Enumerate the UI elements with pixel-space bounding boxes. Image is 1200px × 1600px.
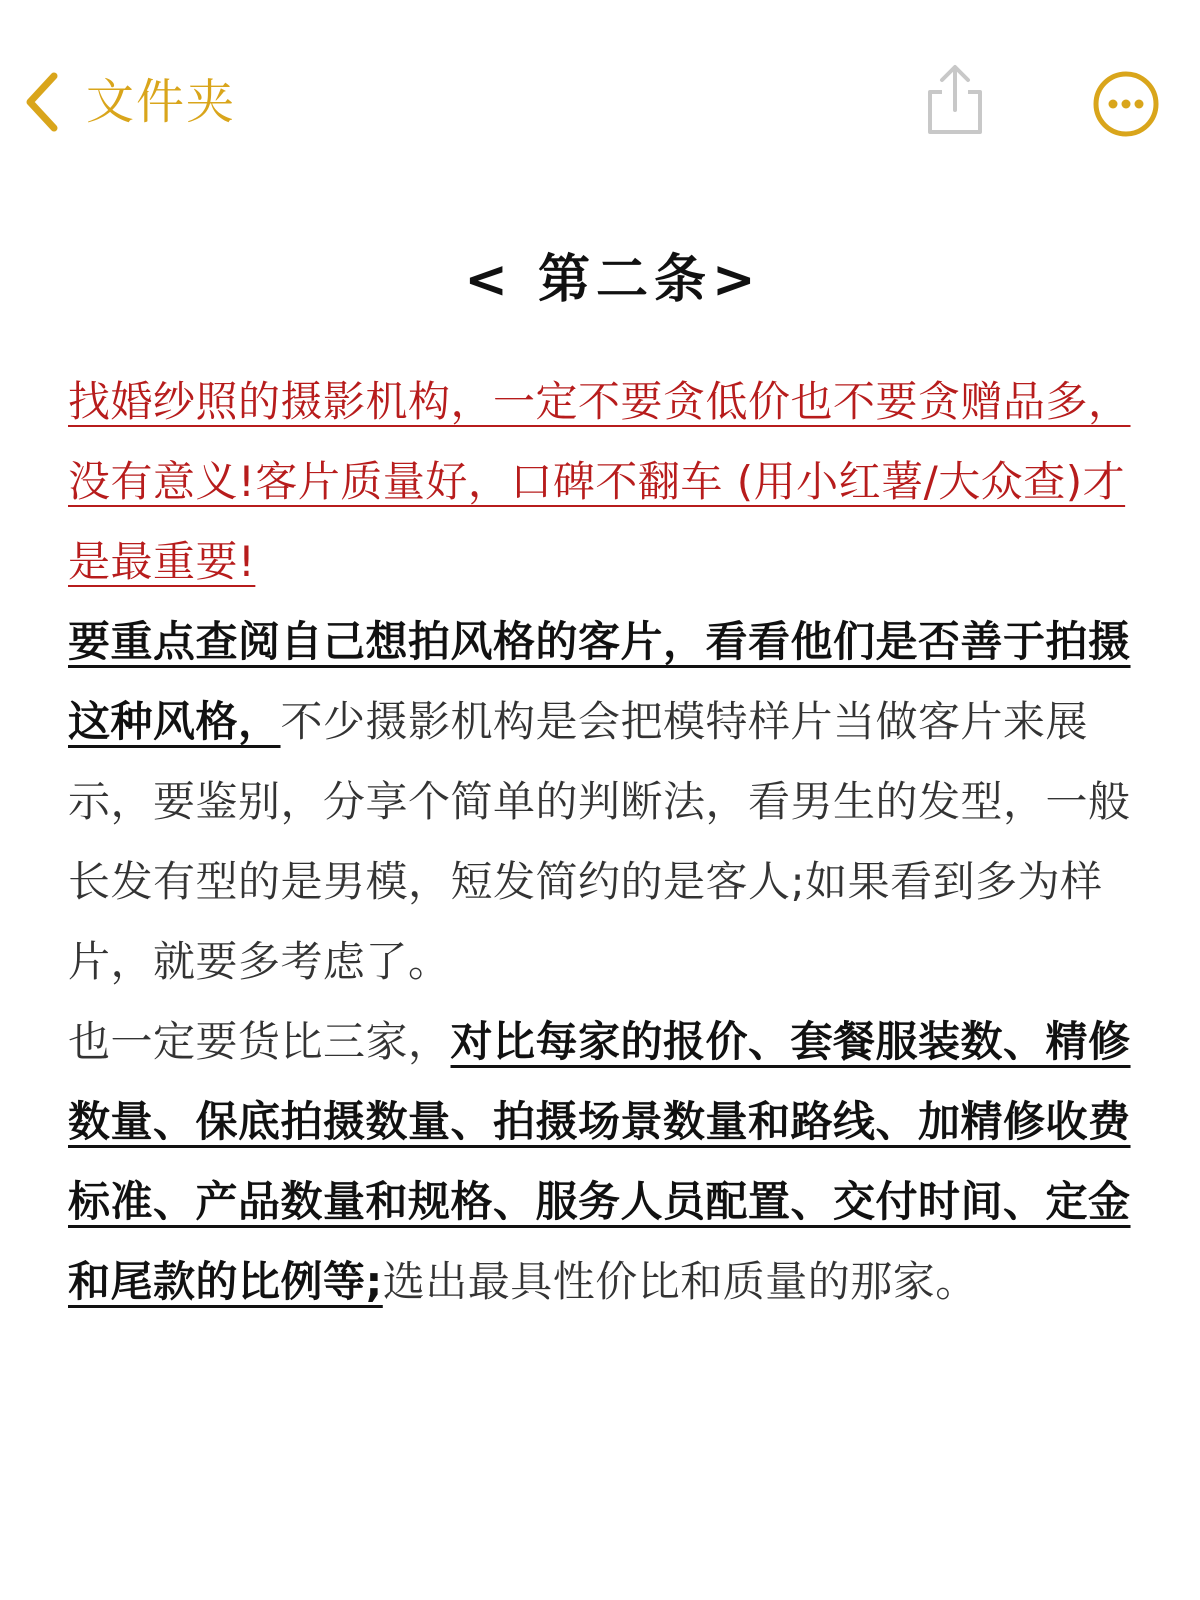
plain-text: 选出最具性价比和质量的那家。 bbox=[382, 1257, 978, 1306]
bold-underlined-text: 对比每家的报价、套餐服装数、精修数量、保底拍摄数量、拍摄场景数量和路线、加精修收费标准、产品数量和规格、服务人员配置、交付时间、定金和尾款的比例等; bbox=[68, 1017, 1131, 1306]
paragraph-3 bbox=[68, 1002, 1138, 1322]
paragraph-1 bbox=[68, 362, 1138, 602]
plain-text: 不少摄影机构是会把模特样片当做客片来展示，要鉴别，分享个简单的判断法，看男生的发型，一般长发有型的是男模，短发简约的是客人;如果看到多为样片，就要多考虑了。 bbox=[68, 697, 1131, 986]
more-options-button[interactable] bbox=[1092, 70, 1160, 138]
back-label: 文件夹 bbox=[86, 74, 237, 130]
share-button[interactable] bbox=[920, 60, 990, 140]
bold-underlined-text: 要重点查阅自己想拍风格的客片，看看他们是否善于拍摄这种风格， bbox=[68, 617, 1131, 746]
back-button[interactable] bbox=[24, 66, 236, 138]
paragraph-2 bbox=[68, 602, 1138, 1002]
chevron-left-icon bbox=[24, 72, 60, 132]
note-title: < 第二条> bbox=[464, 250, 762, 310]
more-icon bbox=[1092, 70, 1160, 138]
share-icon bbox=[920, 60, 990, 140]
nav-bar bbox=[0, 0, 1200, 200]
note-body[interactable] bbox=[68, 240, 1138, 1322]
plain-text: 也一定要货比三家， bbox=[68, 1017, 451, 1066]
highlighted-text: 找婚纱照的摄影机构，一定不要贪低价也不要贪赠品多，没有意义!客片质量好，口碑不翻车 (用小红薯/大众查)才是最重要! bbox=[68, 377, 1131, 586]
